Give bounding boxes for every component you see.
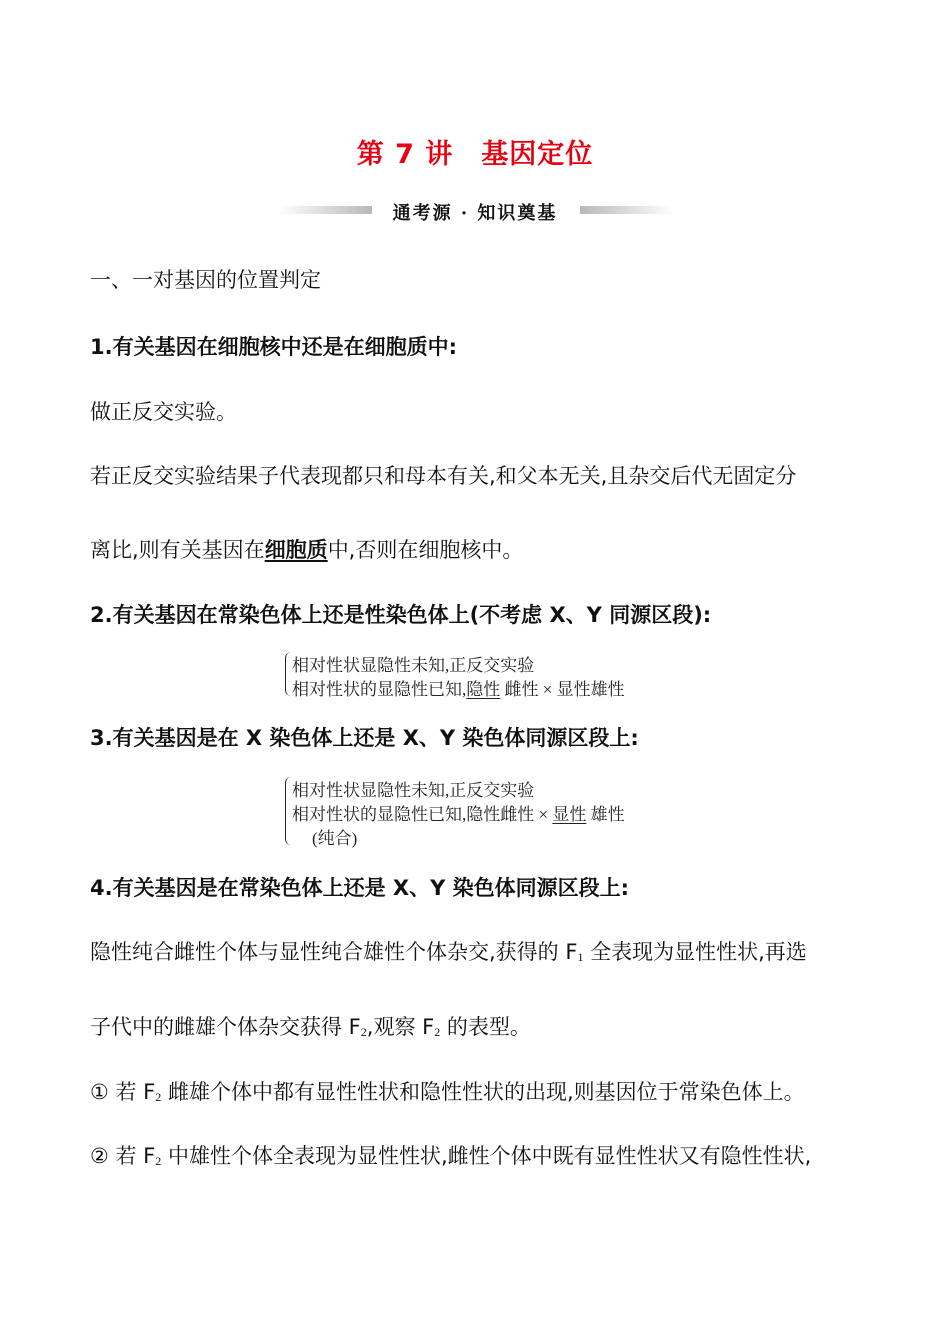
item4-case1-pre: ① 若 F [90,1080,156,1104]
item2-brace-line2-post: 雌性 × 显性雄性 [500,680,625,699]
item3-brace-line2 [292,800,625,825]
item2-brace-line1: 相对性状显隐性未知,正反交实验 [292,656,535,675]
item4-case2-pre: ② 若 F [90,1144,156,1168]
item1-explain-line2-pre: 离比,则有关基因在 [90,538,265,562]
section-header: 通考源 · 知识奠基 [392,203,558,224]
item4-case1-sub: 2 [155,1090,162,1104]
item4-line2-sub1: 2 [360,1025,367,1039]
item2-heading: 2.有关基因在常染色体上还是性染色体上(不考虑 X、Y 同源区段): [90,603,712,627]
item2-brace-line2 [292,675,625,700]
item3-heading: 3.有关基因是在 X 染色体上还是 X、Y 染色体同源区段上: [90,726,639,750]
item4-line2-b: ,观察 F [366,1015,435,1039]
item1-emphasis-cytoplasm: 细胞质 [264,538,328,562]
item4-case2-post: 中雄性个体全表现为显性性状,雌性个体中既有显性性状又有隐性性状, [161,1144,812,1168]
item4-line2-c: 的表型。 [440,1015,531,1039]
item4-case1-post: 雌雄个体中都有显性性状和隐性性状的出现,则基因位于常染色体上。 [161,1080,805,1104]
item4-case1 [90,1076,805,1106]
item1-explain-line1: 若正反交实验结果子代表现都只和母本有关,和父本无关,且杂交后代无固定分 [90,464,797,488]
item3-brace-line2-post: 雄性 [586,805,625,824]
item4-line2-sub2: 2 [434,1025,441,1039]
section-heading: 一、一对基因的位置判定 [90,268,321,292]
item2-brace-line2-pre: 相对性状的显隐性已知, [292,680,467,699]
item3-brace-line3: (纯合) [312,829,358,848]
item1-heading: 1.有关基因在细胞核中还是在细胞质中: [90,335,457,359]
item4-line1-pre: 隐性纯合雌性个体与显性纯合雄性个体杂交,获得的 F [90,940,578,964]
item4-line2-a: 子代中的雌雄个体杂交获得 F [90,1015,361,1039]
item1-explain-line2 [90,534,523,564]
item3-brace-line2-underlined: 显性 [552,805,587,824]
item4-heading: 4.有关基因是在常染色体上还是 X、Y 染色体同源区段上: [90,876,630,900]
item2-brace-line2-underlined: 隐性 [466,680,501,699]
page-title: 第 7 讲 基因定位 [356,139,594,170]
item4-line2 [90,1011,531,1041]
item2-brace [285,652,292,696]
item1-explain-line2-post: 中,否则在细胞核中。 [327,538,524,562]
item3-brace [285,777,292,845]
item3-brace-line2-pre: 相对性状的显隐性已知,隐性雌性 × [292,805,553,824]
item4-case2-sub: 2 [155,1154,162,1168]
item4-line1-sub: 1 [577,950,584,964]
item4-line1-post: 全表现为显性性状,再选 [583,940,807,964]
item3-brace-line1: 相对性状显隐性未知,正反交实验 [292,781,535,800]
item4-case2 [90,1140,811,1170]
item4-line1 [90,936,807,966]
item1-method: 做正反交实验。 [90,400,237,424]
